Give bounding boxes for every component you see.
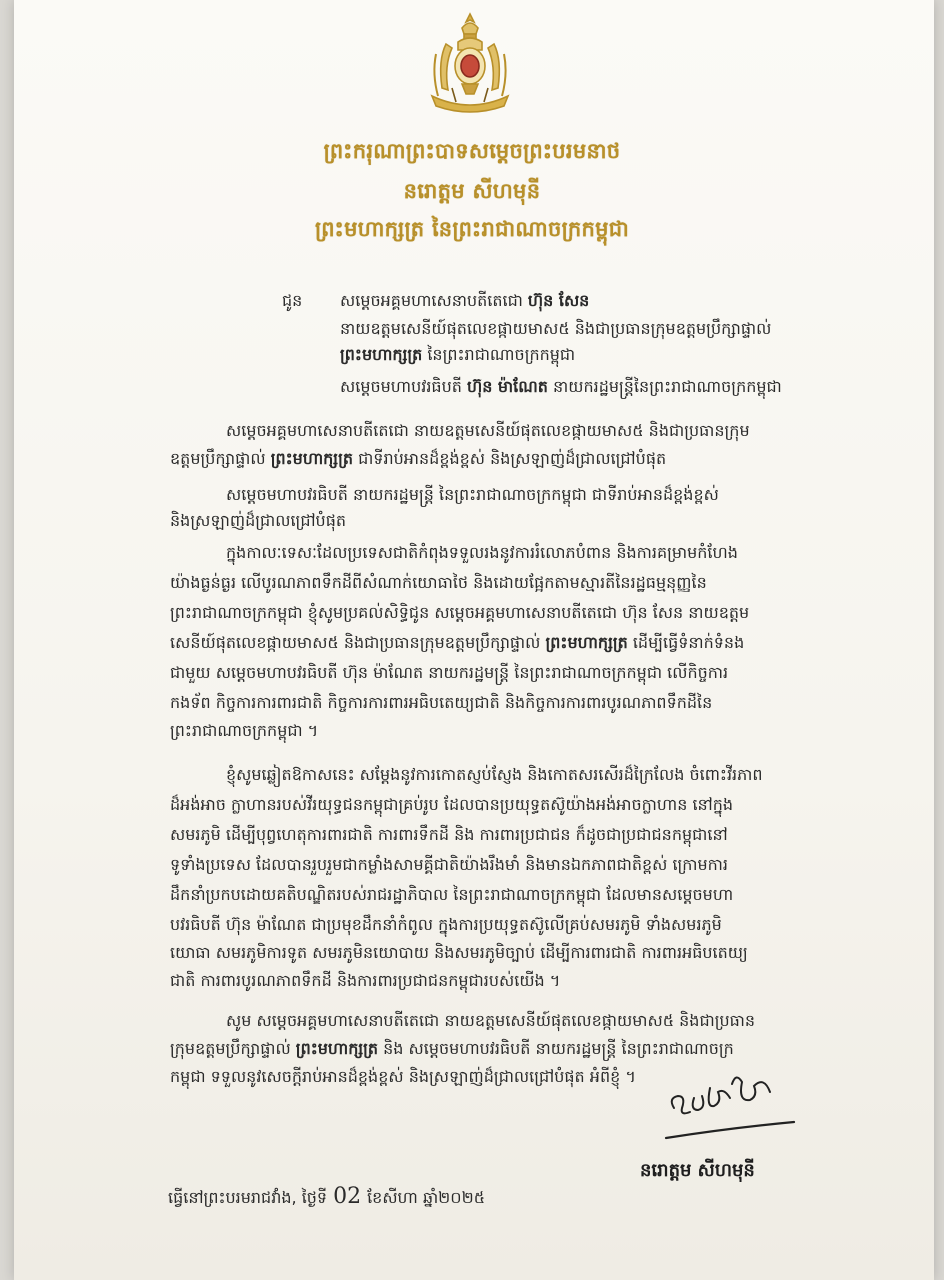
addressee-name-hun-sen: ហ៊ុន សែន (527, 291, 590, 310)
p2-line-1: ខ្ញុំសូមឆ្លៀតឱកាសនេះ សម្ដែងនូវការកោតស្ញប់ស្ញែង និងកោតសរសើរដ៏ក្រៃលែង ចំពោះវីរភាព (226, 765, 763, 784)
header-king-of-cambodia: ព្រះមហាក្សត្រ នៃព្រះរាជាណាចក្រកម្ពុជា (314, 217, 630, 241)
addressee-line-3 (340, 344, 575, 368)
header-king-name: នរោត្តម សីហមុនី (403, 179, 541, 203)
p1-line-1: ក្នុងកាលៈទេសៈដែលប្រទេសជាតិកំពុងទទួលរងនូវការរំលោភបំពាន និងការគម្រាមកំហែង (226, 543, 738, 562)
royal-emblem-icon (418, 10, 522, 116)
p1-line-5: ជាមួយ សម្ដេចមហាបវរធិបតី ហ៊ុន ម៉ាណែត នាយករដ្ឋមន្ត្រី នៃព្រះរាជាណាចក្រកម្ពុជា លើកិច្ចការ (170, 663, 729, 682)
p2-line-4: ទូទាំងប្រទេស ដែលបានរួបរួមជាកម្លាំងសាមគ្គីជាតិយ៉ាងរឹងមាំ និងមានឯកភាពជាតិខ្ពស់ ក្រោមការ (170, 855, 728, 874)
p2-line-8: ជាតិ ការពារបូរណភាពទឹកដី និងការពារប្រជាជនកម្ពុជារបស់យើង ។ (170, 971, 561, 990)
addressee-line-1 (340, 290, 589, 314)
p1-line-7: ព្រះរាជាណាចក្រកម្ពុជា ។ (170, 721, 319, 740)
handwritten-signature (660, 1058, 800, 1148)
salutation-line-1: សម្ដេចអគ្គមហាសេនាបតីតេជោ នាយឧត្តមសេនីយ៍ផុតលេខផ្កាយមាស៥ និងជាប្រធានក្រុម (226, 421, 750, 440)
salutation-line-2 (170, 448, 666, 472)
p2-line-2: ដ៏អង់អាច ក្លាហានរបស់វីរយុទ្ធជនកម្ពុជាគ្រប់រូប ដែលបានប្រយុទ្ធតស៊ូយ៉ាងអង់អាចក្លាហាន នៅក្នុង (170, 795, 734, 814)
addressee-title-2: សម្ដេចមហាបវរធិបតី (340, 377, 467, 396)
header-royal-title: ព្រះករុណាព្រះបាទសម្ដេចព្រះបរមនាថ (323, 139, 621, 163)
addressee-name-hun-manet: ហ៊ុន ម៉ាណែត (466, 377, 548, 396)
salutation-line-3: សម្ដេចមហាបវរធិបតី នាយករដ្ឋមន្ត្រី នៃព្រះរាជាណាចក្រកម្ពុជា ជាទីរាប់អានដ៏ខ្ពង់ខ្ពស់ (226, 485, 719, 504)
king-title-bold: ព្រះមហាក្សត្រ (295, 1039, 379, 1058)
p1-line-6: កងទ័ព កិច្ចការការពារជាតិ កិច្ចការការពារអធិបតេយ្យជាតិ និងកិច្ចការការពារបូរណភាពទឹកដីនៃ (170, 693, 713, 712)
addressee-line-2: នាយឧត្តមសេនីយ៍ផុតលេខផ្កាយមាស៥ និងជាប្រធានក្រុមឧត្តមប្រឹក្សាផ្ទាល់ (340, 319, 772, 338)
p1-line-3: ព្រះរាជាណាចក្រកម្ពុជា ខ្ញុំសូមប្រគល់សិទ្ធិជូន សម្ដេចអគ្គមហាសេនាបតីតេជោ ហ៊ុន សែន នាយឧត្តម (170, 603, 750, 622)
addressee-line-4 (340, 376, 782, 400)
signer-printed-name: នរោត្តម សីហមុនី (640, 1160, 755, 1181)
salutation-line-4: និងស្រឡាញ់ដ៏ជ្រាលជ្រៅបំផុត (170, 511, 347, 530)
p2-line-6: បវរធិបតី ហ៊ុន ម៉ាណែត ជាប្រមុខដឹកនាំកំពូល ក្នុងការប្រយុទ្ធតស៊ូលើគ្រប់សមរភូមិ ទាំងសមរភូមិ (170, 915, 722, 934)
closing-part: ក្រុមឧត្តមប្រឹក្សាផ្ទាល់ (170, 1039, 296, 1058)
p2-line-5: ដឹកនាំប្រកបដោយគតិបណ្ឌិតរបស់រាជរដ្ឋាភិបាល នៃព្រះរាជាណាចក្រកម្ពុជា ដែលមានសម្ដេចមហា (170, 885, 734, 904)
closing-part: និង សម្ដេចមហាបវរធិបតី នាយករដ្ឋមន្ត្រី នៃព្រះរាជាណាចក្រ (378, 1039, 734, 1058)
date-suffix: ខែសីហា ឆ្នាំ២០២៥ (367, 1188, 486, 1207)
date-day: 02 (333, 1184, 362, 1209)
king-title-bold: ព្រះមហាក្សត្រ (340, 345, 423, 364)
p1-line-4 (170, 632, 744, 656)
p1-line-2: យ៉ាងធ្ងន់ធ្ងរ លើបូរណភាពទឹកដីពីសំណាក់យោធាថៃ និងដោយផ្អែកតាមស្មារតីនៃរដ្ឋធម្មនុញ្ញនៃ (170, 573, 707, 592)
king-title-bold: ព្រះមហាក្សត្រ (270, 449, 353, 468)
closing-line-3: កម្ពុជា ទទួលនូវសេចក្ដីរាប់អានដ៏ខ្ពង់ខ្ពស់ និងស្រឡាញ់ដ៏ជ្រាលជ្រៅបំផុត អំពីខ្ញុំ ។ (170, 1067, 636, 1086)
p1-part: ដើម្បីធ្វើទំនាក់ទំនង (627, 633, 745, 652)
addressee-line-4-rest: នាយករដ្ឋមន្ត្រីនៃព្រះរាជាណាចក្រកម្ពុជា (547, 377, 782, 396)
salutation-part: ឧត្តមប្រឹក្សាផ្ទាល់ (170, 449, 271, 468)
salutation-part: ជាទីរាប់អានដ៏ខ្ពង់ខ្ពស់ និងស្រឡាញ់ដ៏ជ្រាលជ្រៅបំផុត (352, 449, 667, 468)
date-prefix: ធ្វើនៅព្រះបរមរាជវាំង, ថ្ងៃទី (168, 1188, 328, 1207)
addressee-label: ជូន (282, 291, 303, 310)
date-line (168, 1184, 485, 1211)
p1-part: សេនីយ៍ផុតលេខផ្កាយមាស៥ និងជាប្រធានក្រុមឧត្តមប្រឹក្សាផ្ទាល់ (170, 633, 546, 652)
addressee-title-1: សម្ដេចអគ្គមហាសេនាបតីតេជោ (340, 291, 528, 310)
closing-line-2 (170, 1038, 734, 1062)
king-title-bold: ព្រះមហាក្សត្រ (545, 633, 628, 652)
p2-line-7: យោធា សមរភូមិការទូត សមរភូមិនយោបាយ និងសមរភូមិច្បាប់ ដើម្បីការពារជាតិ ការពារអធិបតេយ្យ (170, 943, 748, 962)
p2-line-3: សមរភូមិ ដើម្បីបុព្វហេតុការពារជាតិ ការពារទឹកដី និង ការពារប្រជាជន ក៏ដូចជាប្រជាជនកម្ពុជានៅ (170, 825, 728, 844)
addressee-line-3-rest: នៃព្រះរាជាណាចក្រកម្ពុជា (422, 345, 576, 364)
closing-line-1: សូម សម្ដេចអគ្គមហាសេនាបតីតេជោ នាយឧត្តមសេនីយ៍ផុតលេខផ្កាយមាស៥ និងជាប្រធាន (226, 1011, 756, 1030)
